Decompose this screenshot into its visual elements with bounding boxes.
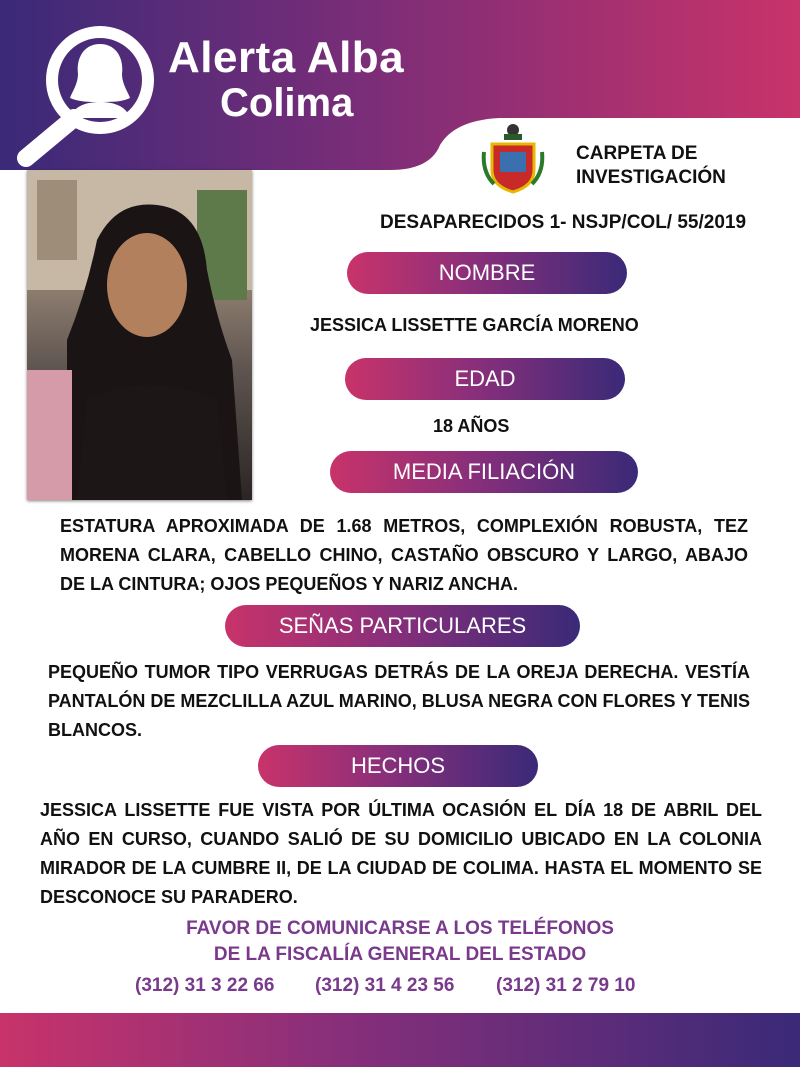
edad-value: 18 AÑOS [433,416,510,436]
media-filiacion-pill: MEDIA FILIACIÓN [330,451,638,493]
footer-band [0,1013,800,1067]
nombre-pill: NOMBRE [347,252,627,294]
carpeta-line-2: INVESTIGACIÓN [576,167,726,188]
nombre-value: JESSICA LISSETTE GARCÍA MORENO [310,315,639,335]
phone-number: (312) 31 2 79 10 [496,975,636,996]
contact-line-1: FAVOR DE COMUNICARSE A LOS TELÉFONOS [186,918,614,939]
brand-subtitle: Colima [220,81,354,125]
hechos-pill: HECHOS [258,745,538,787]
magnifier-woman-icon [12,18,160,168]
brand-title: Alerta Alba [168,33,405,82]
hechos-text: JESSICA LISSETTE FUE VISTA POR ÚLTIMA OCASIÓN EL DÍA 18 DE ABRIL DEL AÑO EN CURSO, CUANDO SALIÓ DE SU DOMICILIO UBICADO EN LA COLONIA MIRADOR DE LA CUMBRE II, DE LA CIUDAD DE COLIMA. HASTA EL MOMENTO SE DESCONOCE SU PARADERO. [40,800,762,907]
phone-number: (312) 31 3 22 66 [135,975,275,996]
senas-text: PEQUEÑO TUMOR TIPO VERRUGAS DETRÁS DE LA OREJA DERECHA. VESTÍA PANTALÓN DE MEZCLILLA AZUL MARINO, BLUSA NEGRA CON FLORES Y TENIS BLANCOS. [48,662,750,740]
carpeta-label [576,142,726,190]
case-number: DESAPARECIDOS 1- NSJP/COL/ 55/2019 [380,212,747,233]
contact-line-2: DE LA FISCALÍA GENERAL DEL ESTADO [213,944,587,965]
senas-pill: SEÑAS PARTICULARES [225,605,580,647]
coat-of-arms-icon [480,122,546,194]
photo-illustration [27,170,252,500]
carpeta-line-1: CARPETA DE [576,143,698,164]
phone-number: (312) 31 4 23 56 [315,975,455,996]
missing-person-photo [27,170,252,500]
edad-pill: EDAD [345,358,625,400]
media-filiacion-text: ESTATURA APROXIMADA DE 1.68 METROS, COMPLEXIÓN ROBUSTA, TEZ MORENA CLARA, CABELLO CHINO, CASTAÑO OBSCURO Y LARGO, ABAJO DE LA CINTURA; OJOS PEQUEÑOS Y NARIZ ANCHA. [60,516,748,594]
